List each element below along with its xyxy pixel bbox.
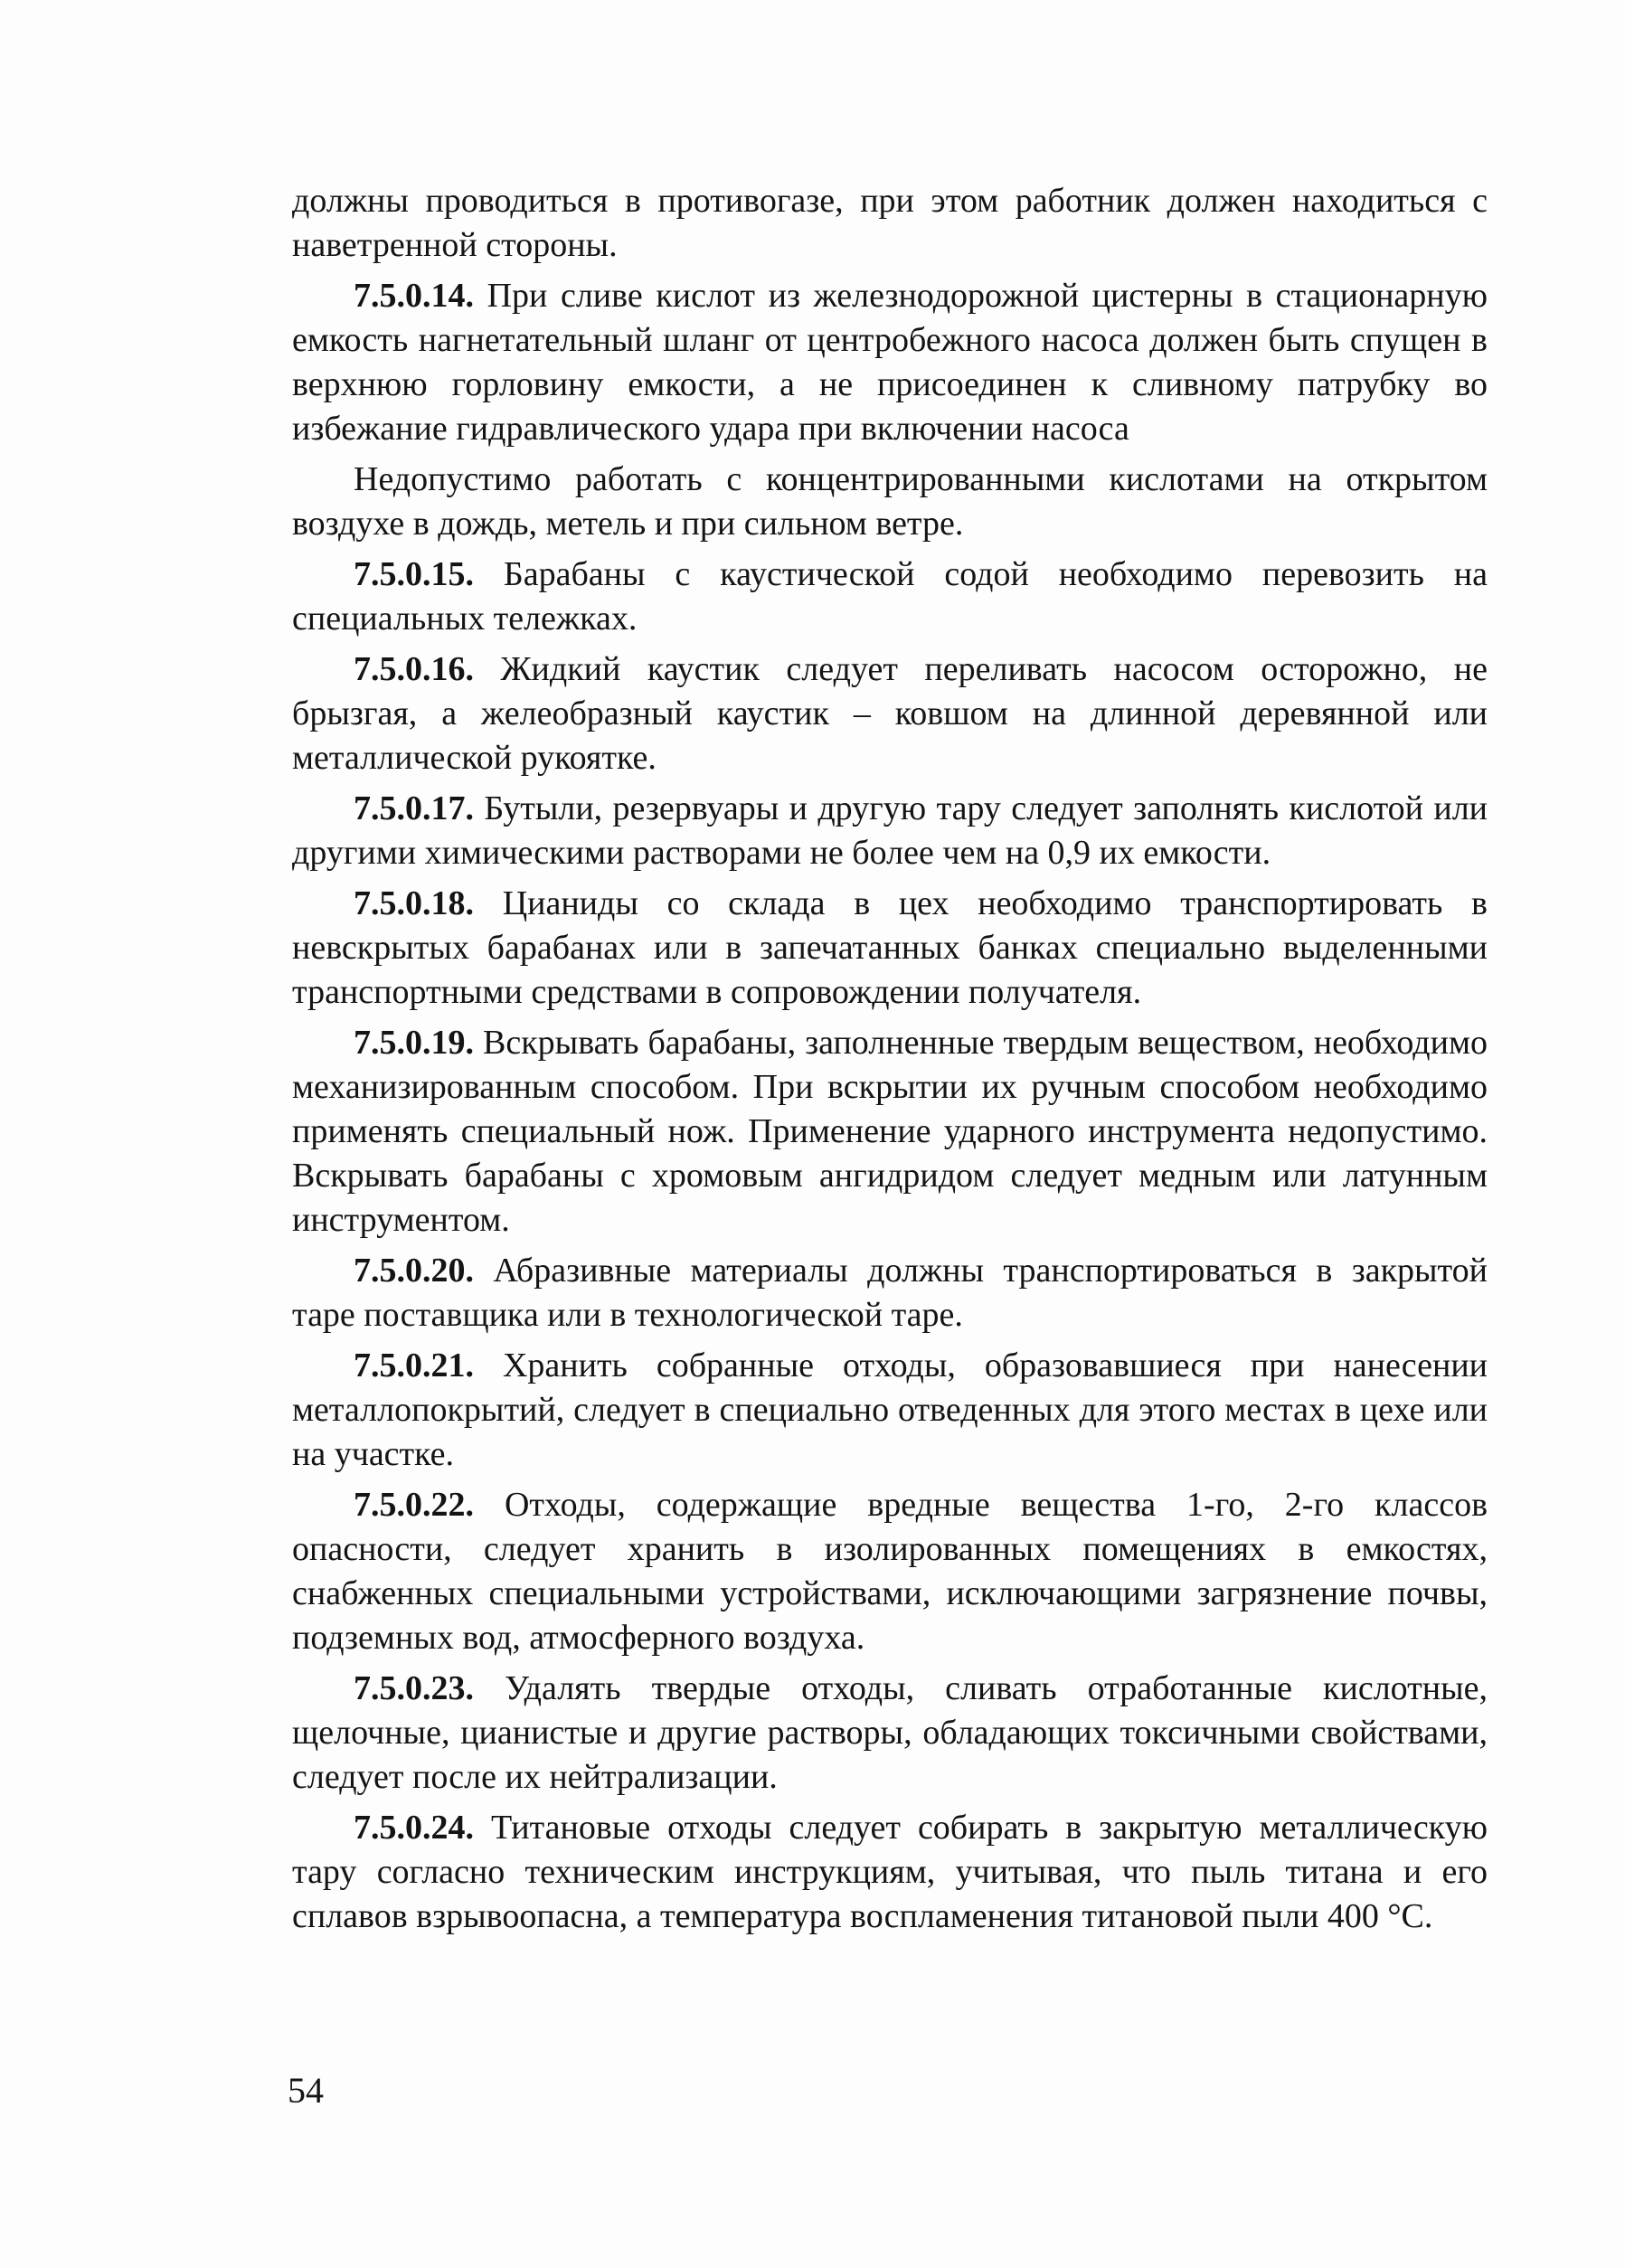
- clause-number: 7.5.0.20.: [354, 1252, 474, 1290]
- clause-number: 7.5.0.17.: [354, 789, 474, 827]
- paragraph-text: Недопустимо работать с концентрированными кислотами на открытом воздухе в дождь, метель и при сильном ветре.: [292, 460, 1488, 543]
- paragraph-text: Отходы, содержащие вредные вещества 1-го, 2-го классов опасности, следует хранить в изолированных помещениях в емкостях, снабженных специальными устройствами, исключающими загрязнение почвы, подземных вод, атмосферного воздуха.: [292, 1486, 1488, 1657]
- paragraph-text: Удалять твердые отходы, сливать отработанные кислотные, щелочные, цианистые и другие растворы, обладающих токсичными свойствами, следует после их нейтрализации.: [292, 1669, 1488, 1796]
- paragraph-7-5-0-24: [292, 1806, 1488, 1939]
- clause-number: 7.5.0.14.: [354, 277, 474, 315]
- clause-number: 7.5.0.24.: [354, 1809, 474, 1847]
- paragraph-text: Бутыли, резервуары и другую тару следует заполнять кислотой или другими химическими растворами не более чем на 0,9 их емкости.: [292, 789, 1488, 872]
- clause-number: 7.5.0.21.: [354, 1347, 474, 1384]
- body-text: [292, 179, 1488, 1945]
- paragraph-text: Барабаны с каустической содой необходимо перевозить на специальных тележках.: [292, 555, 1488, 638]
- paragraph-7-5-0-23: [292, 1667, 1488, 1800]
- page-number: 54: [288, 2070, 324, 2111]
- paragraph-7-5-0-21: [292, 1344, 1488, 1477]
- paragraph-text: Абразивные материалы должны транспортироваться в закрытой таре поставщика или в технологической таре.: [292, 1252, 1488, 1334]
- clause-number: 7.5.0.19.: [354, 1024, 474, 1062]
- paragraph-7-5-0-20: [292, 1249, 1488, 1337]
- paragraph-7-5-0-17: [292, 787, 1488, 875]
- paragraph-text: Цианиды со склада в цех необходимо транспортировать в невскрытых барабанах или в запечатанных банках специально выделенными транспортными средствами в сопровождении получателя.: [292, 884, 1488, 1011]
- paragraph-7-5-0-14: [292, 274, 1488, 451]
- clause-number: 7.5.0.18.: [354, 884, 474, 922]
- clause-number: 7.5.0.23.: [354, 1669, 474, 1707]
- clause-number: 7.5.0.16.: [354, 650, 474, 688]
- paragraph-7-5-0-18: [292, 882, 1488, 1015]
- paragraph-7-5-0-22: [292, 1483, 1488, 1660]
- clause-number: 7.5.0.15.: [354, 555, 474, 593]
- paragraph-text: Жидкий каустик следует переливать насосом осторожно, не брызгая, а желеобразный каустик – ковшом на длинной деревянной или металлической рукоятке.: [292, 650, 1488, 777]
- paragraph-7-5-0-16: [292, 647, 1488, 780]
- paragraph-text: Вскрывать барабаны, заполненные твердым веществом, необходимо механизированным способом. При вскрытии их ручным способом необходимо применять специальный нож. Применение ударного инструмента недопустимо. Вскрывать барабаны с хромовым ангидридом следует медным или латунным инструментом.: [292, 1024, 1488, 1239]
- paragraph-note: [292, 458, 1488, 546]
- paragraph-7-5-0-19: [292, 1021, 1488, 1243]
- paragraph-text: должны проводиться в противогазе, при этом работник должен находиться с наветренной стороны.: [292, 182, 1488, 264]
- paragraph-text: Хранить собранные отходы, образовавшиеся при нанесении металлопокрытий, следует в специально отведенных для этого местах в цехе или на участке.: [292, 1347, 1488, 1473]
- paragraph-text: При сливе кислот из железнодорожной цистерны в стационарную емкость нагнетательный шланг от центробежного насоса должен быть спущен в верхнюю горловину емкости, а не присоединен к сливному патрубку во избежание гидравлического удара при включении насоса: [292, 277, 1488, 448]
- clause-number: 7.5.0.22.: [354, 1486, 474, 1524]
- paragraph-text: Титановые отходы следует собирать в закрытую металлическую тару согласно техническим инструкциям, учитывая, что пыль титана и его сплавов взрывоопасна, а температура воспламенения титановой пыли 400 °С.: [292, 1809, 1488, 1935]
- paragraph-continuation: [292, 179, 1488, 268]
- paragraph-7-5-0-15: [292, 553, 1488, 641]
